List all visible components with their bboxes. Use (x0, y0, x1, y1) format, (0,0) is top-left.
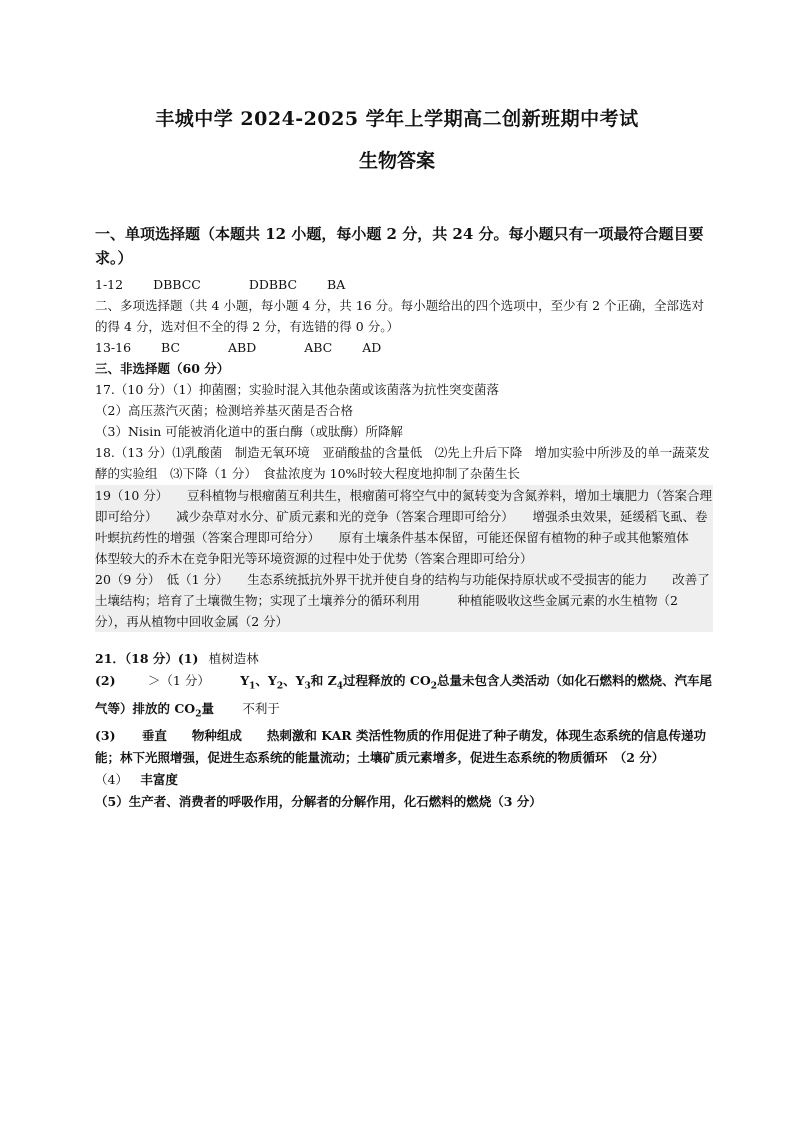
q21-part2-reason: $Y_1$、$Y_2$、$Y_3$和 $Z_4$过程释放的 $CO_2$总量未包含人类活动（如化石燃料的燃烧、汽车尾气等）排放的 $CO_2$量 (95, 673, 713, 719)
answer-group: ABC (304, 340, 333, 355)
section-1-heading: 一、单项选择题（本题共 12 小题，每小题 2 分，共 24 分。每小题只有一项最符合题目要求。） (95, 225, 704, 267)
section-1-answers (95, 274, 713, 295)
page-subtitle: 生物答案 (358, 150, 435, 172)
q17-line-3: （3）Nisin 可能被消化道中的蛋白酶（或肽酶）所降解 (95, 424, 403, 439)
page-title: 丰城中学 2024-2025 学年上学期高二创新班期中考试 (155, 108, 639, 130)
q21-part2-number: (2) (95, 673, 116, 688)
answer-group: DDBBC (248, 277, 298, 292)
q21-part4-number: （4） (95, 772, 128, 787)
answer-group: BC (161, 340, 181, 355)
answer-group: ABD (228, 340, 257, 355)
q20-answer: 20（9 分） 低（1 分） 生态系统抵抗外界干扰并使自身的结构与功能保持原状或不受损害的能力 改善了土壤结构；培育了土壤微生物；实现了土壤养分的循环利用 种植能吸收这些金属元素的水生植物（2 分），再从植物中回收金属（2 分） (95, 572, 710, 629)
q21-part3-number: (3) (95, 728, 116, 743)
answer-range: 13-16 (95, 340, 132, 355)
document-body (95, 222, 713, 813)
q17-line-2: （2）高压蒸汽灭菌；检测培养基灭菌是否合格 (95, 403, 353, 418)
q19-answer: 19（10 分） 豆科植物与根瘤菌互利共生，根瘤菌可将空气中的氮转变为含氮养料，增加土壤肥力（答案合理即可给分） 减少杂草对水分、矿质元素和光的竞争（答案合理即可给分） 增强杀虫效果，延缓稻飞虱、卷叶螟抗药性的增强（答案合理即可给分） 原有土壤条件基本保留，可能还保留有植物的种子或其他繁殖体 体型较大的乔木在竞争阳光等环境资源的过程中处于优势（答案合理即可给分） (95, 488, 714, 566)
q21-part2-compare: ＞（1 分） (147, 673, 210, 688)
answer-group: BA (327, 277, 346, 292)
q21-part2-effect: 不利于 (242, 700, 280, 716)
q21-line-1 (95, 648, 713, 670)
q21-line-2 (95, 670, 713, 725)
q21-part4-answer: 丰富度 (140, 772, 178, 787)
answer-range: 1-12 (95, 277, 124, 292)
answer-group: DBBCC (153, 277, 201, 292)
q19-q20-highlight (95, 485, 713, 632)
answer-group: AD (362, 340, 382, 355)
q18-answer: 18.（13 分）⑴乳酸菌 制造无氧环境 亚硝酸盐的含量低 ⑵先上升后下降 增加实验中所涉及的单一蔬菜发酵的实验组 ⑶下降（1 分） 食盐浓度为 10%时较大程度地抑制了杂菌生长 (95, 445, 710, 481)
q21-part3-answer: 垂直 物种组成 热刺激和 KAR 类活性物质的作用促进了种子萌发，体现生态系统的信息传递功能；林下光照增强，促进生态系统的能量流动；土壤矿质元素增多，促进生态系统的物质循环 （2 分） (95, 728, 707, 765)
q21-part1-answer: 植树造林 (208, 651, 259, 666)
section-2-answers (95, 337, 713, 358)
q17-line-1: 17.（10 分）（1）抑菌圈；实验时混入其他杂菌或该菌落为抗性突变菌落 (95, 382, 499, 397)
q21-line-4 (95, 769, 713, 791)
q21-number: 21．（18 分）(1) (95, 651, 199, 666)
section-3-heading: 三、非选择题（60 分） (95, 361, 230, 376)
q21-line-5: （5）生产者、消费者的呼吸作用，分解者的分解作用，化石燃料的燃烧（3 分） (95, 794, 542, 809)
q21-line-3 (95, 725, 713, 769)
section-2-heading: 二、多项选择题（共 4 小题，每小题 4 分，共 16 分。每小题给出的四个选项中，至少有 2 个正确，全部选对的得 4 分，选对但不全的得 2 分，有选错的得 0 分。） (95, 298, 705, 334)
